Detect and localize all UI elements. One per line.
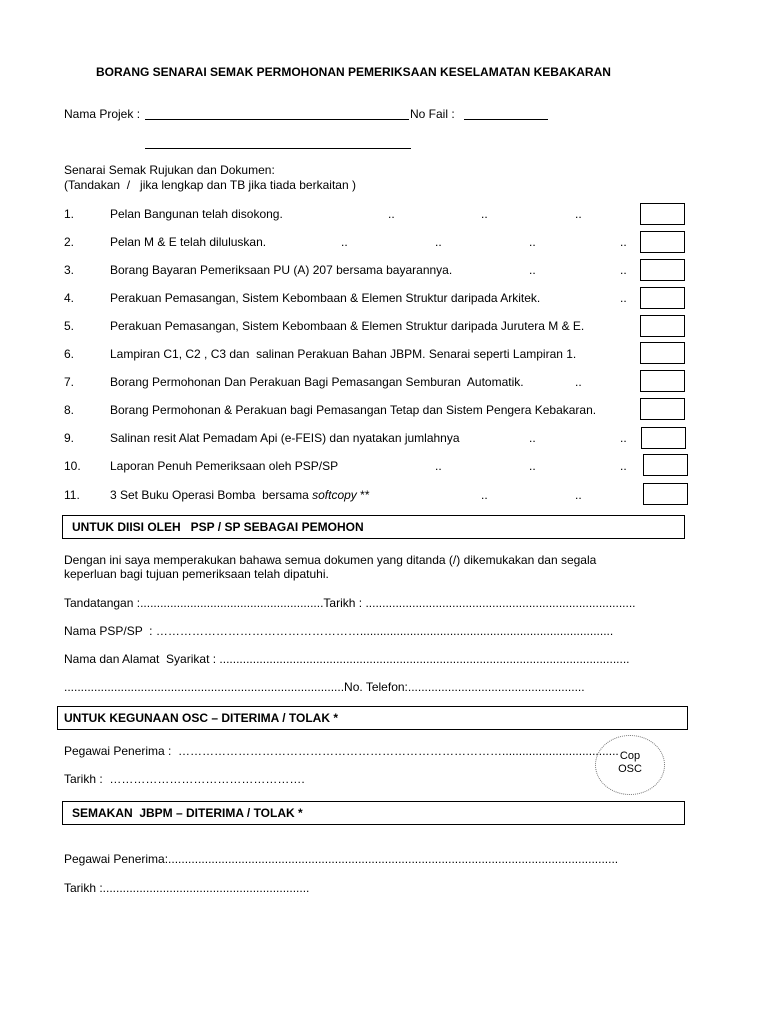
checklist-checkbox[interactable]: [640, 370, 685, 392]
checklist-item-dots: ..: [620, 431, 627, 445]
checklist-checkbox[interactable]: [641, 427, 686, 449]
checklist-checkbox[interactable]: [640, 315, 685, 337]
checklist-item-text: [110, 375, 524, 389]
jbpm-officer-field[interactable]: Pegawai Penerima:.......................................................................................................................................: [64, 852, 619, 866]
checklist-item-number: 3.: [64, 263, 75, 277]
checklist-item-number: 9.: [64, 431, 75, 445]
checklist-item-label: Perakuan Pemasangan, Sistem Kebombaan & Elemen Struktur daripada Arkitek.: [110, 291, 541, 305]
checklist-item-text: [110, 403, 596, 417]
checklist-item-dots: ..: [481, 488, 488, 502]
checklist-item-number: 10.: [64, 459, 81, 473]
checklist-item-suffix: **: [356, 488, 370, 502]
checklist-item-label: Borang Bayaran Pemeriksaan PU (A) 207 bersama bayarannya.: [110, 263, 453, 277]
company-address-field[interactable]: Nama dan Alamat Syarikat : ...........................................................................................................................: [64, 652, 630, 666]
checklist-item-dots: ..: [529, 459, 536, 473]
checklist-item-number: 7.: [64, 375, 75, 389]
checklist-item-italic: softcopy: [312, 488, 357, 502]
jbpm-section-title: SEMAKAN JBPM – DITERIMA / TOLAK *: [72, 806, 303, 820]
jbpm-date-field[interactable]: Tarikh :..............................................................: [64, 881, 310, 895]
osc-officer-field[interactable]: Pegawai Penerima : ………………………………………………………………………...................................: [64, 744, 619, 758]
checklist-checkbox[interactable]: [640, 398, 685, 420]
checklist-item-text: [110, 431, 460, 445]
checklist-checkbox[interactable]: [640, 259, 685, 281]
checklist-item-label: Borang Permohonan & Perakuan bagi Pemasangan Tetap dan Sistem Pengera Kebakaran.: [110, 403, 597, 417]
osc-date-field[interactable]: Tarikh : ………………………………………….: [64, 772, 305, 786]
project-name-label: Nama Projek :: [64, 107, 141, 121]
checklist-item-label: Borang Permohonan Dan Perakuan Bagi Pemasangan Semburan Automatik.: [110, 375, 524, 389]
project-name-field-line2[interactable]: [145, 148, 411, 149]
form-title: BORANG SENARAI SEMAK PERMOHONAN PEMERIKSAAN KESELAMATAN KEBAKARAN: [96, 65, 611, 79]
checklist-item-dots: ..: [435, 459, 442, 473]
jbpm-section-header: [62, 801, 685, 825]
checklist-item-number: 2.: [64, 235, 75, 249]
checklist-checkbox[interactable]: [643, 454, 688, 476]
checklist-instruction: (Tandakan / jika lengkap dan TB jika tiada berkaitan ): [64, 178, 356, 192]
checklist-item-dots: ..: [341, 235, 348, 249]
osc-stamp-circle: [595, 735, 665, 795]
checklist-item-label: Pelan M & E telah diluluskan.: [110, 235, 267, 249]
checklist-item-label: Laporan Penuh Pemeriksaan oleh PSP/SP: [110, 459, 339, 473]
declaration-line-2: keperluan bagi tujuan pemeriksaan telah dipatuhi.: [64, 567, 329, 581]
file-number-label: No Fail :: [410, 107, 455, 121]
checklist-item-dots: ..: [575, 207, 582, 221]
checklist-item-number: 4.: [64, 291, 75, 305]
phone-field[interactable]: ....................................................................................No. Telefon:.....................................................: [64, 680, 585, 694]
checklist-checkbox[interactable]: [643, 483, 688, 505]
checklist-heading: Senarai Semak Rujukan dan Dokumen:: [64, 163, 275, 177]
checklist-item-dots: ..: [435, 235, 442, 249]
checklist-item-dots: ..: [388, 207, 395, 221]
checklist-item-text: [110, 291, 540, 305]
checklist-item-text: [110, 207, 283, 221]
checklist-item-dots: ..: [620, 263, 627, 277]
checklist-item-number: 8.: [64, 403, 75, 417]
checklist-item-label: Perakuan Pemasangan, Sistem Kebombaan & Elemen Struktur daripada Jurutera M & E.: [110, 319, 585, 333]
checklist-item-number: 6.: [64, 347, 75, 361]
declaration-line-1: Dengan ini saya memperakukan bahawa semua dokumen yang ditanda (/) dikemukakan dan segala: [64, 553, 597, 567]
checklist-item-number: 11.: [64, 488, 80, 502]
checklist-checkbox[interactable]: [640, 231, 685, 253]
checklist-item-text: [110, 319, 584, 333]
signature-date-field[interactable]: Tandatangan :.......................................................Tarikh : .................................................................................: [64, 596, 636, 610]
checklist-item-dots: ..: [620, 459, 627, 473]
checklist-item-dots: ..: [529, 431, 536, 445]
checklist-item-dots: ..: [620, 235, 627, 249]
file-number-field[interactable]: [464, 119, 548, 120]
stamp-label-2: OSC: [618, 763, 642, 775]
checklist-item-dots: ..: [620, 291, 627, 305]
checklist-item-label: 3 Set Buku Operasi Bomba bersama: [110, 488, 313, 502]
checklist-item-text: [110, 459, 338, 473]
osc-section-header: [57, 706, 688, 730]
checklist-item-text: [110, 263, 452, 277]
checklist-item-dots: ..: [529, 263, 536, 277]
checklist-item-number: 5.: [64, 319, 75, 333]
checklist-item-label: Lampiran C1, C2 , C3 dan salinan Perakuan Bahan JBPM. Senarai seperti Lampiran 1.: [110, 347, 577, 361]
psp-name-field[interactable]: Nama PSP/SP : ……………………………………………............................................................................: [64, 624, 614, 638]
checklist-item-dots: ..: [529, 235, 536, 249]
checklist-item-dots: ..: [575, 488, 582, 502]
checklist-item-label: Pelan Bangunan telah disokong.: [110, 207, 283, 221]
osc-section-title: UNTUK KEGUNAAN OSC – DITERIMA / TOLAK *: [64, 711, 339, 725]
checklist-checkbox[interactable]: [640, 203, 685, 225]
checklist-checkbox[interactable]: [640, 287, 685, 309]
stamp-label-1: Cop: [619, 750, 641, 762]
psp-section-title: UNTUK DIISI OLEH PSP / SP SEBAGAI PEMOHON: [72, 520, 364, 534]
checklist-checkbox[interactable]: [640, 342, 685, 364]
checklist-item-text: [110, 488, 370, 502]
checklist-item-text: [110, 347, 576, 361]
checklist-item-number: 1.: [64, 207, 75, 221]
checklist-item-dots: ..: [575, 375, 582, 389]
checklist-item-label: Salinan resit Alat Pemadam Api (e-FEIS) dan nyatakan jumlahnya: [110, 431, 460, 445]
checklist-item-dots: ..: [481, 207, 488, 221]
checklist-item-text: [110, 235, 266, 249]
psp-section-header: [62, 515, 685, 539]
project-name-field[interactable]: [145, 119, 409, 120]
